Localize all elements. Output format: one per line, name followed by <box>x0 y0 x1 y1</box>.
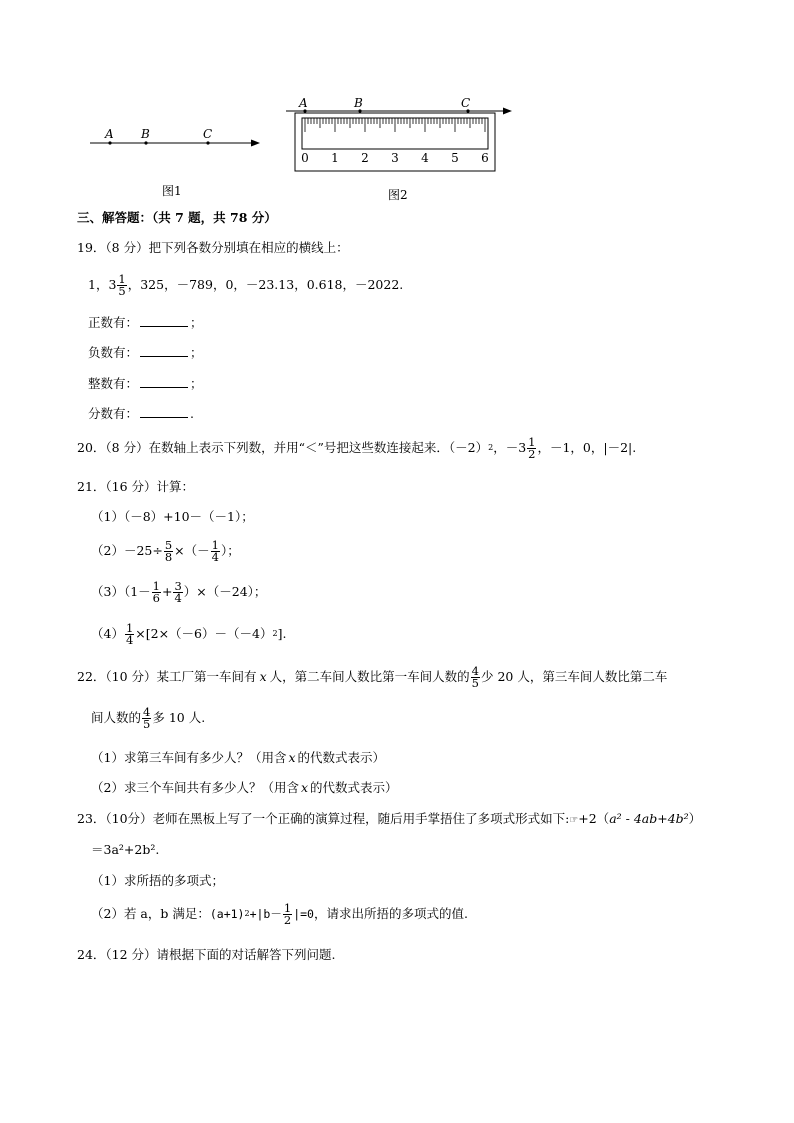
q22-variable-x: x <box>300 780 309 795</box>
q22-variable-x: x <box>288 750 296 765</box>
q21-p4-text-b: ×[2×（－6）－（－4） <box>135 626 273 641</box>
q21-p4-text-c: ]. <box>277 626 287 641</box>
q21-p3-text-c: ）×（－24）； <box>183 584 267 599</box>
q23-expression: a² - 4ab+4b² <box>609 811 689 826</box>
q19-blank-end: . <box>190 406 194 421</box>
q21-part-1: （1）（－8）+10－（－1）； <box>91 509 254 524</box>
fig2-point-c-label: C <box>461 96 471 110</box>
fig1-point-b-dot <box>144 141 147 144</box>
q24-stem <box>77 947 336 963</box>
q23-l1-text-a: 老师在黑板上写了一个正确的演算过程，随后用手掌捂住了多项式形式如下: <box>152 811 570 826</box>
ruler-tick-label: 6 <box>481 151 489 165</box>
fraction-denominator: 4 <box>174 590 182 605</box>
q23-number: 23．（10分） <box>77 811 153 826</box>
q23-sub-1: （1）求所捂的多项式； <box>91 873 224 888</box>
ruler-tick-label: 4 <box>421 151 429 165</box>
q19-numbers <box>88 270 403 300</box>
q24-number: 24．（12 分） <box>77 947 157 962</box>
q21-p2-text-a: （2）－25÷ <box>91 543 163 558</box>
ruler-tick-label: 0 <box>301 151 309 165</box>
q20-fraction-numerator: 1 <box>528 434 536 449</box>
q19-blank-line <box>140 376 188 388</box>
ruler-tick-label: 5 <box>451 151 459 165</box>
q22-stem-line-1 <box>77 661 667 693</box>
q19-blank-row-negative <box>88 345 203 361</box>
q22-sub-1 <box>91 750 385 766</box>
q19-blank-end: ； <box>190 376 203 391</box>
q19-blank-line <box>140 315 188 327</box>
fraction-denominator: 4 <box>125 632 134 647</box>
figure-2-caption: 图2 <box>388 188 408 202</box>
fig1-axis-arrow <box>251 140 260 147</box>
fraction-numerator: 4 <box>143 704 151 719</box>
section-3-heading: 三、解答题：（共 7 题，共 78 分） <box>77 210 277 225</box>
q24-text: 请根据下面的对话解答下列问题. <box>156 947 336 962</box>
q21-p2-text-c: ）； <box>220 543 240 558</box>
q21-p3-fraction-1 <box>152 578 161 605</box>
q19-blank-row-integer <box>88 376 203 392</box>
fraction-denominator: 5 <box>471 675 479 690</box>
fraction-numerator: 1 <box>211 537 219 552</box>
q22-l2-text-b: 多 10 人. <box>152 710 206 725</box>
fraction-numerator: 1 <box>283 900 292 915</box>
q19-blank-row-fraction <box>88 406 194 422</box>
q21-part-4: （4） $\frac{1}{4}$ ×[2×（－6）－（－4） 2 ]. <box>91 620 287 647</box>
q21-p4-fraction <box>125 620 134 647</box>
fraction-numerator: 5 <box>164 537 173 552</box>
q23-s2-text-a: （2）若 a，b 满足： <box>91 906 210 921</box>
q22-l1-text-b: 人，第二车间人数比第一车间人数的 <box>269 669 470 684</box>
fig1-point-b-label: B <box>141 127 150 141</box>
q19-blank-end: ； <box>190 345 203 360</box>
q22-number: 22．（10 分） <box>77 669 157 684</box>
fraction-denominator: 6 <box>152 590 160 605</box>
q19-blank-label: 负数有： <box>88 345 139 360</box>
q20-stem: 20．（8 分） 在数轴上表示下列数，并用“＜”号把这些数连接起来．（－2） 2 ，－3 $\frac{1}{2}$ ，－1，0，|－2|. <box>77 434 637 461</box>
q19-blank-line <box>140 345 188 357</box>
q21-p3-text-a: （3）（1－ <box>91 584 151 599</box>
fraction-denominator: 2 <box>283 912 292 927</box>
q19-mixed-fraction-numerator: 1 <box>118 271 126 286</box>
fraction-numerator: 1 <box>125 620 134 635</box>
q21-p4-text-a: （4） <box>91 626 124 641</box>
fig1-point-c-dot <box>206 141 209 144</box>
hand-icon: ☞ <box>569 815 579 826</box>
q20-number: 20．（8 分） <box>77 440 149 455</box>
fig1-point-c-label: C <box>203 127 213 141</box>
q23-stem-line-2: ＝3a²+2b². <box>91 842 160 857</box>
q22-l1-text-a: 某工厂第一车间有 <box>156 669 257 684</box>
fraction-numerator: 1 <box>152 578 160 593</box>
q19-numbers-part-a: 1，3 <box>88 277 117 292</box>
fig2-point-a-label: A <box>299 96 308 110</box>
fig2-ruler-ticks <box>305 118 485 132</box>
q19-blank-label: 分数有： <box>88 406 139 421</box>
fig1-point-a-label: A <box>105 127 114 141</box>
fig2-ruler-labels <box>301 151 489 165</box>
fig2-axis-arrow <box>503 108 512 115</box>
q21-stem <box>77 479 194 495</box>
q21-part-3 <box>91 576 266 608</box>
q23-l1-text-c: ） <box>688 811 702 826</box>
q23-s2-equation-a: (a+1) <box>209 907 245 921</box>
q22-s2-text-b: 的代数式表示） <box>310 780 398 795</box>
q20-fraction <box>527 434 536 461</box>
q20-text-a: 在数轴上表示下列数，并用“＜”号把这些数连接起来．（－2） <box>148 440 489 455</box>
q23-s2-fraction <box>283 900 292 927</box>
q22-l1-fraction <box>471 663 480 690</box>
q22-sub-2 <box>91 780 398 796</box>
q22-l2-fraction <box>142 704 151 731</box>
q21-text: 计算： <box>156 479 195 494</box>
q23-sub-2: （2）若 a，b 满足： (a+1) 2 +|b－ $\frac{1}{2}$ |=0 ，请求出所捂的多项式的值. <box>91 900 468 927</box>
q19-blank-label: 整数有： <box>88 376 139 391</box>
q20-text-c: ，－1，0，|－2|. <box>537 440 637 455</box>
q22-s1-text-b: 的代数式表示） <box>297 750 386 765</box>
q23-stem-line-1 <box>77 811 701 829</box>
fig2-point-b-label: B <box>354 96 363 110</box>
q19-number: 19．（8 分） <box>77 240 149 255</box>
q22-s1-text-a: （1）求第三车间有多少人？（用含 <box>91 750 287 765</box>
q19-blank-label: 正数有： <box>88 315 139 330</box>
q21-part-2 <box>91 535 240 567</box>
q23-l1-text-b: +2（ <box>578 811 610 826</box>
fraction-numerator: 3 <box>174 578 182 593</box>
q19-blank-end: ； <box>190 315 203 330</box>
figure-1-number-line <box>88 120 268 160</box>
q21-p2-fraction-2 <box>211 537 220 564</box>
fraction-denominator: 5 <box>143 716 151 731</box>
q22-l1-text-c: 少 20 人，第三车间人数比第二车 <box>480 669 668 684</box>
ruler-tick-label: 1 <box>331 151 339 165</box>
ruler-tick-label: 3 <box>391 151 399 165</box>
q22-l2-text-a: 间人数的 <box>91 710 142 725</box>
fraction-numerator: 4 <box>471 663 479 678</box>
q19-numbers-part-b: ，325，－789，0，－23.13，0.618，－2022. <box>127 277 404 292</box>
q22-stem-line-2 <box>91 702 205 734</box>
q19-blank-line <box>140 406 188 418</box>
q21-p3-fraction-2 <box>173 578 182 605</box>
q19-mixed-fraction <box>117 271 126 298</box>
q21-number: 21．（16 分） <box>77 479 157 494</box>
q23-s2-equation-c: |=0 <box>293 907 314 921</box>
q22-s2-text-a: （2）求三个车间共有多少人？（用含 <box>91 780 299 795</box>
q22-variable-x: x <box>259 669 267 684</box>
fig1-point-a-dot <box>108 141 111 144</box>
q23-s2-text-b: ，请求出所捂的多项式的值. <box>313 906 468 921</box>
q21-p2-text-b: ×（－ <box>174 543 210 558</box>
q21-p3-text-b: + <box>161 584 173 599</box>
q23-s2-equation-b: +|b－ <box>249 907 282 921</box>
q19-blank-row-positive <box>88 315 203 331</box>
fraction-denominator: 4 <box>211 549 219 564</box>
fraction-denominator: 8 <box>164 549 173 564</box>
figure-1-caption: 图1 <box>162 184 182 198</box>
ruler-tick-label: 2 <box>361 151 369 165</box>
q19-stem <box>77 240 349 256</box>
q19-text: 把下列各数分别填在相应的横线上： <box>148 240 349 255</box>
figure-2-ruler <box>284 96 514 176</box>
q19-mixed-fraction-denominator: 5 <box>118 283 126 298</box>
q21-p2-fraction-1 <box>164 537 173 564</box>
q20-fraction-denominator: 2 <box>528 446 536 461</box>
q20-text-b: ，－3 <box>493 440 527 455</box>
